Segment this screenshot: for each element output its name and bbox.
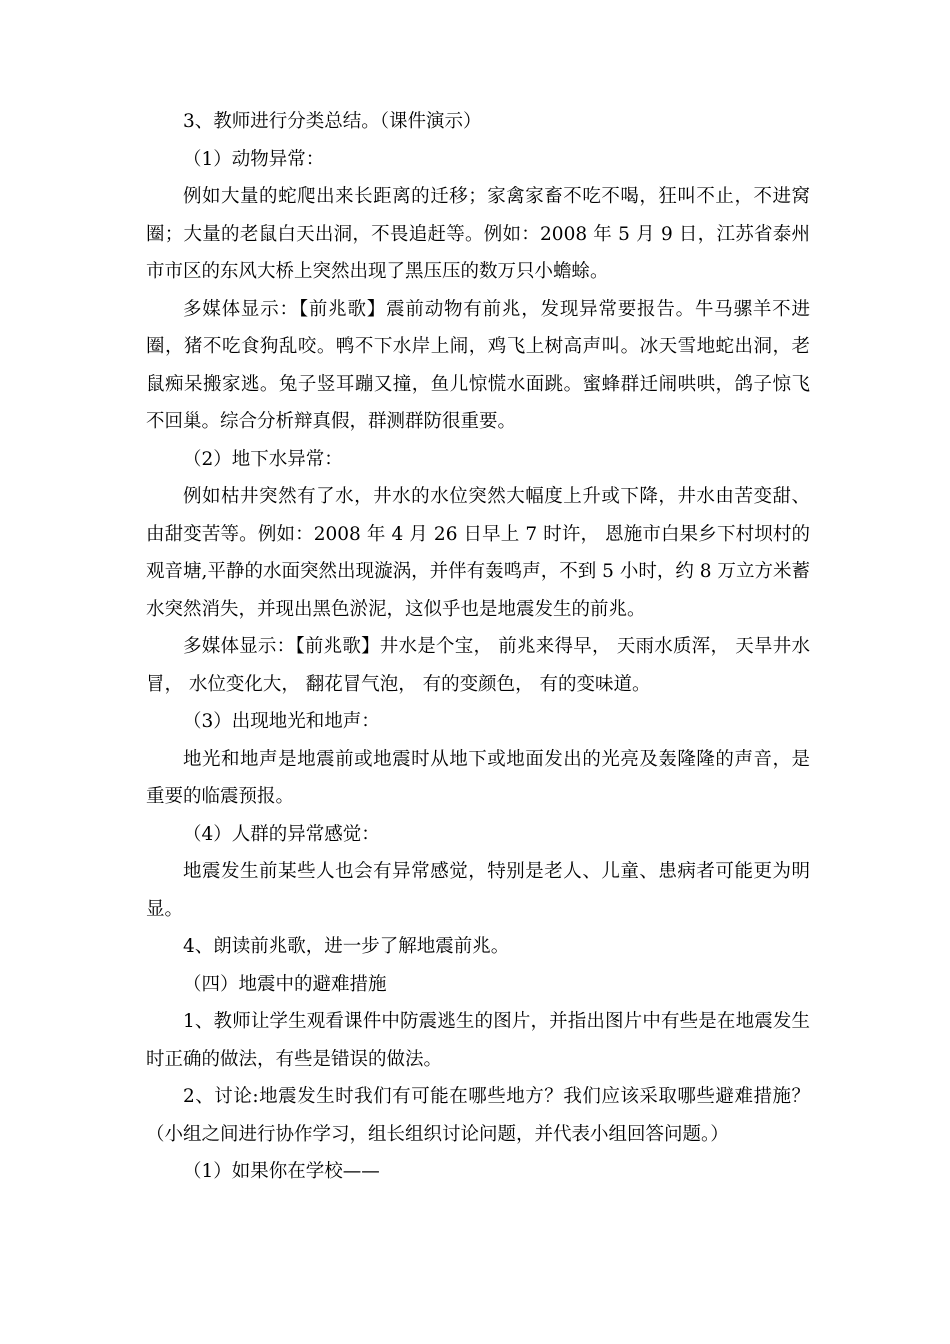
groundwater-anomaly-heading: （2）地下水异常： (183, 448, 343, 470)
human-sensation-text: 地震发生前某些人也会有异常感觉，特别是老人、儿童、患病者可能更为明显。 (146, 861, 810, 920)
section-4-heading: （四）地震中的避难措施 (183, 973, 387, 995)
earth-light-sound-text: 地光和地声是地震前或地震时从地下或地面发出的光亮及轰隆隆的声音，是重要的临震预报。 (146, 748, 810, 807)
human-sensation-heading: （4）人群的异常感觉： (183, 823, 380, 845)
animal-anomaly-heading: （1）动物异常： (183, 148, 325, 170)
groundwater-anomaly-text: 例如枯井突然有了水，井水的水位突然大幅度上升或下降，井水由苦变甜、由甜变苦等。例如：2008 年 4 月 26 日早上 7 时许， 恩施市白果乡下村坝村的观音塘,平静的水面突然出现漩涡，并伴有轰鸣声，不到 5 小时，约 8 万立方米蓄水突然消失，并现出黑色淤泥，这似乎也是地震发生的前兆。 (146, 486, 810, 620)
step-2-text: 2、讨论:地震发生时我们有可能在哪些地方？我们应该采取哪些避难措施？（小组之间进行协作学习，组长组织讨论问题，并代表小组回答问题。） (146, 1086, 810, 1145)
animal-omen-song: 多媒体显示：【前兆歌】震前动物有前兆，发现异常要报告。牛马骡羊不进圈，猪不吃食狗乱咬。鸭不下水岸上闹，鸡飞上树高声叫。冰天雪地蛇出洞，老鼠痴呆搬家逃。兔子竖耳蹦又撞，鱼儿惊慌水面跳。蜜蜂群迁闹哄哄，鸽子惊飞不回巢。综合分析辩真假，群测群防很重要。 (146, 298, 810, 432)
earth-light-sound-heading: （3）出现地光和地声： (183, 711, 380, 732)
step-3-heading: 3、教师进行分类总结。（课件演示） (183, 111, 482, 132)
step-1-text: 1、教师让学生观看课件中防震逃生的图片，并指出图片中有些是在地震发生时正确的做法，有些是错误的做法。 (146, 1011, 810, 1070)
document-body (146, 103, 810, 1191)
animal-anomaly-text: 例如大量的蛇爬出来长距离的迁移；家禽家畜不吃不喝，狂叫不止，不进窝圈；大量的老鼠白天出洞，不畏追赶等。例如：2008 年 5 月 9 日，江苏省泰州市市区的东风大桥上突然出现了黑压压的数万只小蟾蜍。 (146, 186, 810, 282)
step-4-text: 4、朗读前兆歌，进一步了解地震前兆。 (183, 936, 510, 957)
well-omen-song: 多媒体显示：【前兆歌】井水是个宝， 前兆来得早， 天雨水质浑， 天旱井水冒， 水位变化大， 翻花冒气泡， 有的变颜色， 有的变味道。 (146, 636, 810, 695)
at-school-heading: （1）如果你在学校—— (183, 1161, 380, 1182)
